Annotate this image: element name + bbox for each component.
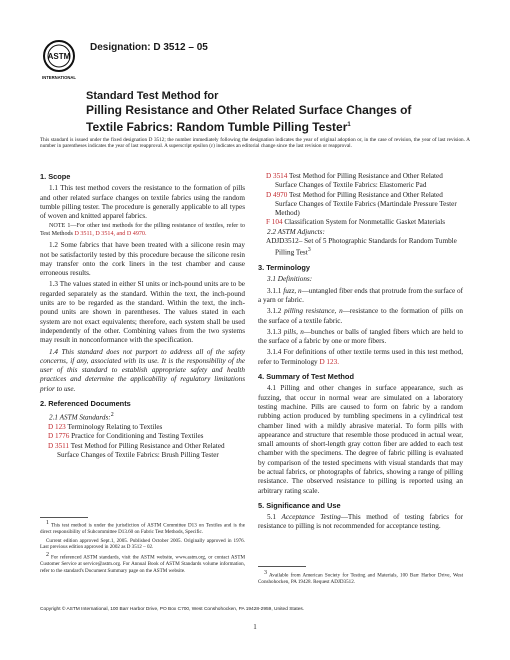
definition-other-terms: 3.1.4 For definitions of other textile terms used in this test method, refer to Terminology D 123. bbox=[258, 348, 463, 366]
section-heading-significance: 5. Significance and Use bbox=[258, 500, 341, 510]
page-number: 1 bbox=[253, 623, 257, 631]
footnote-1: $^1$ This test method is under the jurisdiction of ASTM Committee D13 on Textiles and is the direct responsibility of Subcommittee D13.60 on Fabric Test Methods, Specific. bbox=[40, 520, 245, 536]
left-column bbox=[40, 172, 245, 460]
title-line-2: Pilling Resistance and Other Related Surface Changes of bbox=[86, 103, 412, 117]
paragraph-1-3: 1.3 The values stated in either SI units or inch-pound units are to be regarded separately as the standard. Within the text, the inch-pound units are to be regarded as the standard. Within the text, the inch-pound units are shown in parentheses. The values stated in each system are not exact equivalents; therefore, each system shall be used independently of the other. Combining values from the two systems may result in nonconformance with the specification. bbox=[40, 280, 245, 345]
right-column bbox=[258, 172, 463, 534]
reference-item: F 104 Classification System for Nonmetallic Gasket Materials bbox=[266, 218, 446, 227]
astm-logo bbox=[40, 38, 78, 82]
logo-text: INTERNATIONAL bbox=[42, 75, 76, 80]
footnotes-left bbox=[40, 520, 245, 576]
reference-item: D 123 Terminology Relating to Textiles bbox=[48, 423, 163, 432]
designation: Designation: D 3512 – 05 bbox=[90, 42, 208, 53]
footnote-divider bbox=[40, 517, 88, 518]
reference-item: D 3511 Test Method for Pilling Resistance and Other Related Surface Changes of Textile Fabrics: Brush Pilling Tester bbox=[48, 441, 225, 459]
standard-issuance-note: This standard is issued under the fixed designation D 3512; the number immediately following the designation indicates the year of original adoption or, in the case of revision, the year of last revision. A number in parentheses indicates the year of last reapproval. A superscript epsilon (ε) indicates an editorial change since the last revision or reapproval. bbox=[40, 137, 470, 150]
reference-link[interactable]: D 123 bbox=[48, 423, 66, 432]
reference-link[interactable]: D 3514 bbox=[266, 172, 288, 180]
reference-link[interactable]: D 1776 bbox=[48, 432, 70, 441]
section-heading-scope: 1. Scope bbox=[40, 172, 71, 181]
reference-item: D 3514 Test Method for Pilling Resistance and Other Related Surface Changes of Textile Fabrics: Elastomeric Pad bbox=[266, 172, 443, 190]
paragraph-1-2: 1.2 Some fabrics that have been treated with a silicone resin may not be satisfactorily tested by this procedure because the silicone resin may transfer onto the cork liners in the test chamber and cause erroneous results. bbox=[40, 241, 245, 278]
title-footnote-mark: 1 bbox=[347, 122, 351, 128]
paragraph-1-4: 1.4 This standard does not purport to address all of the safety concerns, if any, associated with its use. It is the responsibility of the user of this standard to establish appropriate safety and health practices and determine the applicability of regulatory limitations prior to use. bbox=[40, 347, 245, 393]
section-heading-terminology: 3. Terminology bbox=[258, 263, 311, 273]
section-heading-referenced: 2. Referenced Documents bbox=[40, 399, 131, 409]
reference-item: D 1776 Practice for Conditioning and Testing Textiles bbox=[48, 432, 204, 441]
reference-link[interactable]: D 4970 bbox=[266, 190, 288, 199]
document-title bbox=[86, 90, 466, 135]
adjunct-item: ADJD3512– Set of 5 Photographic Standards for Random Tumble Pilling Test$^3$ bbox=[266, 237, 457, 257]
note-1: NOTE 1—For other test methods for the pilling resistance of textiles, refer to Test Methods D 3511, D 3514, and D 4970. bbox=[40, 223, 245, 237]
footnote-3: $^3$ Available from American Society for Testing and Materials, 100 Barr Harbor Drive, West Conshohocken, PA 19428. Request ADJD3512. bbox=[258, 570, 463, 586]
footnote-divider bbox=[258, 566, 306, 567]
reference-link[interactable]: D 3511 bbox=[48, 441, 70, 450]
svg-text:ASTM: ASTM bbox=[47, 52, 71, 61]
astm-standards-subheading: 2.1 ASTM Standards:$^2$ bbox=[49, 412, 114, 422]
reference-item: D 4970 Test Method for Pilling Resistance and Other Related Surface Changes of Textile Fabrics (Martindale Pressure Tester Method) bbox=[266, 190, 457, 218]
title-line-1: Standard Test Method for bbox=[86, 90, 219, 102]
copyright-line: Copyright © ASTM International, 100 Barr Harbor Drive, PO Box C700, West Conshohocken, PA 19428-2959, United States. bbox=[40, 607, 305, 612]
definition-pills: 3.1.3 pills, n—bunches or balls of tangled fibers which are held to the surface of a fabric by one or more fibers. bbox=[258, 327, 464, 346]
title-line-3: Textile Fabrics: Random Tumble Pilling Tester$^1$ bbox=[86, 120, 351, 134]
paragraph-5-1: 5.1 Acceptance Testing—This method of testing fabrics for resistance to pilling is not recommended for acceptance testing. bbox=[258, 513, 464, 531]
reference-link[interactable]: F 104 bbox=[266, 218, 283, 227]
section-heading-summary: 4. Summary of Test Method bbox=[258, 372, 354, 382]
terminology-ref-link[interactable]: D 123. bbox=[319, 357, 340, 366]
definition-pilling-resistance: 3.1.2 pilling resistance, n—resistance to the formation of pills on the surface of a textile fabric. bbox=[258, 307, 464, 325]
note-1-refs[interactable]: D 3511, D 3514, and D 4970. bbox=[74, 230, 147, 237]
definitions-subheading: 3.1 Definitions: bbox=[267, 275, 313, 284]
definition-fuzz: 3.1.1 fuzz, n—untangled fiber ends that protrude from the surface of a yarn or fabric. bbox=[258, 286, 464, 304]
paragraph-4-1: 4.1 Pilling and other changes in surface appearance, such as fuzzing, that occur in normal wear are simulated on a laboratory testing machine. Pills are caused to form on fabric by a random rubbing action produced by tumbling specimens in a cylindrical test chamber lined with a mildly abrasive material. To form pills with appearance and structure that resemble those produced in actual wear, small amounts of short-length gray cotton fiber are added to each test chamber with the specimens. The degree of fabric pilling is evaluated by comparison of the tested specimens with visual standards that may be actual fabrics, or photographs of fabrics, showing a range of pilling resistance. The observed resistance to pilling is reported using an arbitrary rating scale. bbox=[258, 384, 463, 495]
footnote-2: $^2$ For referenced ASTM standards, visit the ASTM website, www.astm.org, or contact ASTM Customer Service at service@astm.org. For Annual Book of ASTM Standards volume information, refer to the standard's Document Summary page on the ASTM website. bbox=[40, 552, 245, 574]
footnote-1-edition: Current edition approved Sept.1, 2005. Published October 2005. Originally approved in 1976. Last previous edition approved in 2002 as D 3512 – 02. bbox=[40, 537, 245, 550]
paragraph-1-1: 1.1 This test method covers the resistance to the formation of pills and other related surface changes on textile fabrics using the random tumble pilling tester. The procedure is generally applicable to all types of woven and knitted apparel fabrics. bbox=[40, 184, 245, 221]
astm-adjuncts-subheading: 2.2 ASTM Adjuncts: bbox=[267, 227, 325, 236]
